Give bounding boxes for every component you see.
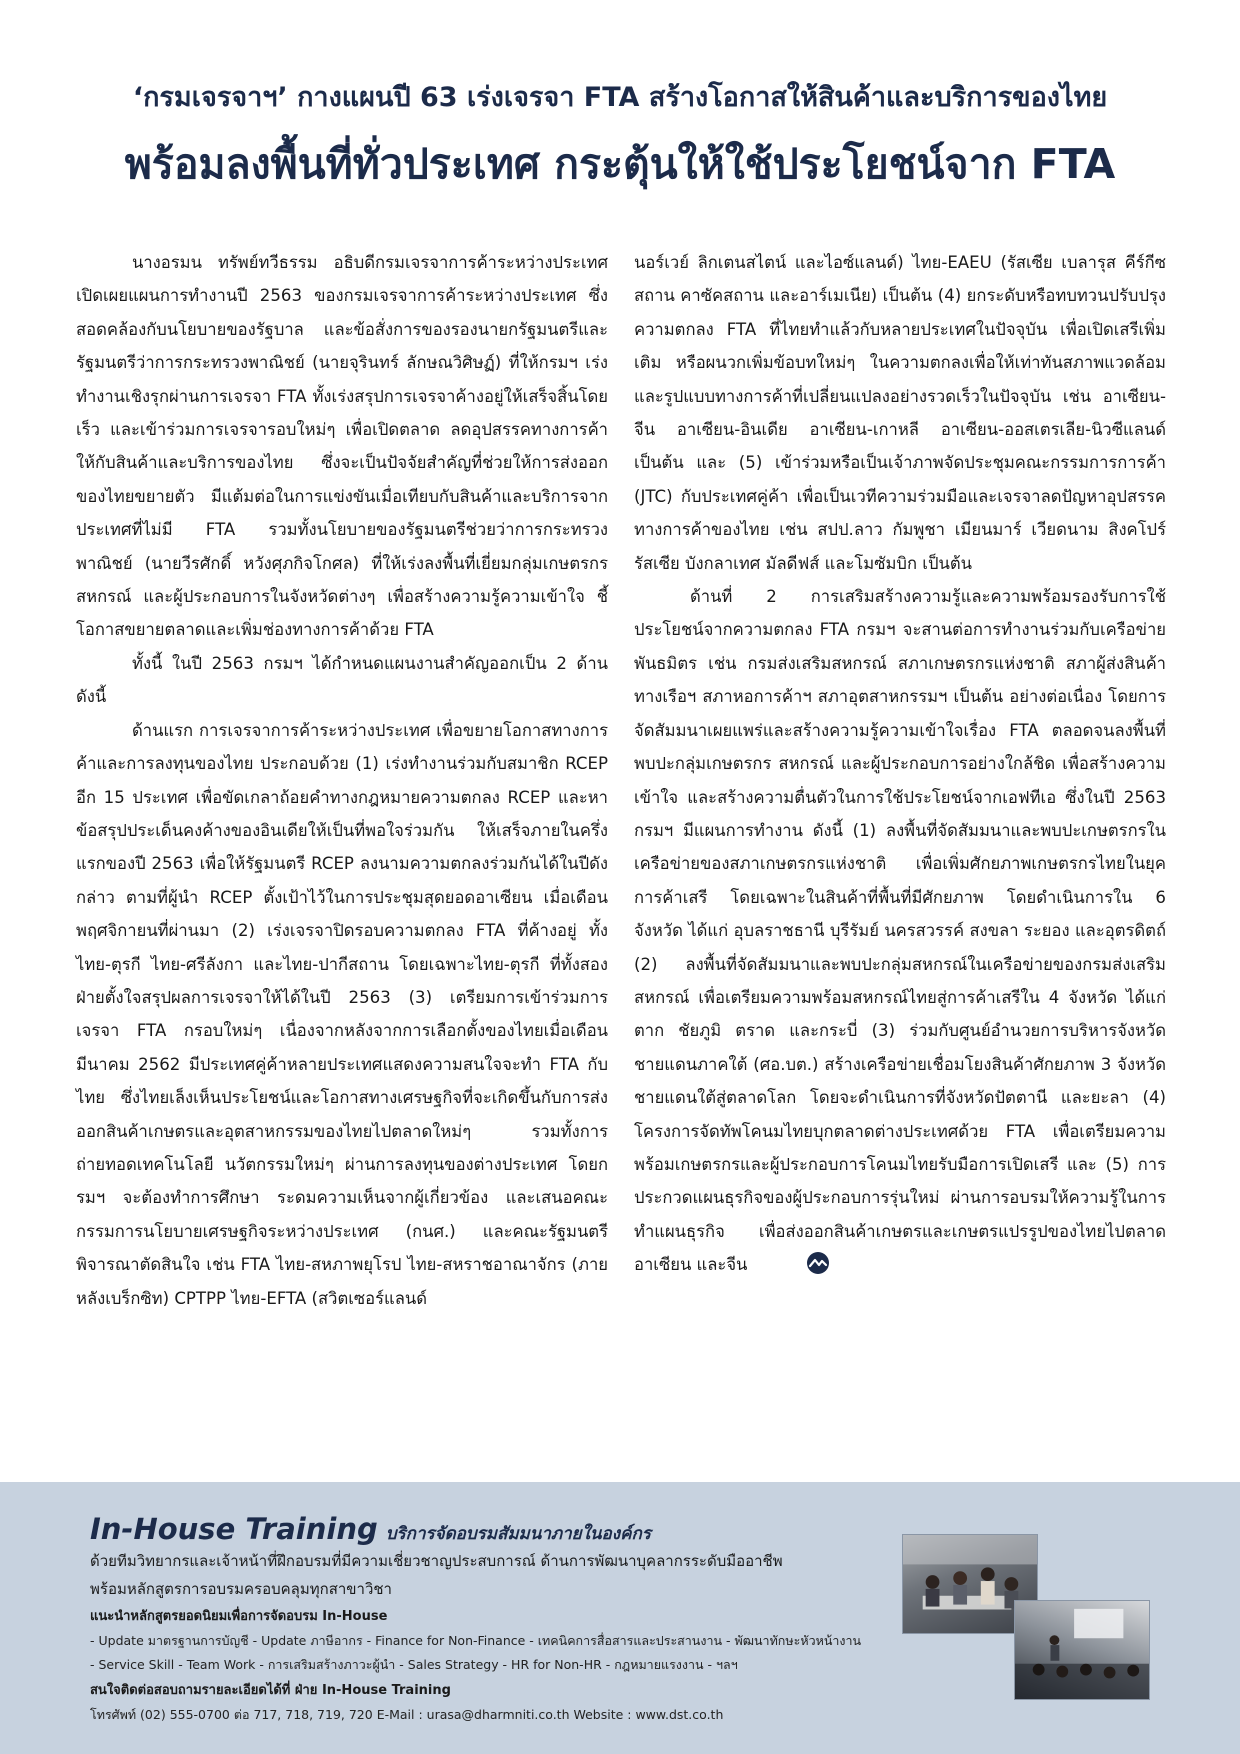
promo-title bbox=[90, 1512, 890, 1547]
courses-list: - Update มาตรฐานการบัญชี - Update ภาษีอากร - Finance for Non-Finance - เทคนิคการสื่อสารและประสานงาน - พัฒนาทักษะหัวหน้างาน bbox=[90, 1633, 862, 1648]
paragraph: ด้านแรก การเจรจาการค้าระหว่างประเทศ เพื่อขยายโอกาสทางการค้าและการลงทุนของไทย ประกอบด้วย (1) เร่งทำงานร่วมกับสมาชิก RCEP อีก 15 ประเทศ เพื่อขัดเกลาถ้อยคำทางกฎหมายความตกลง RCEP และหาข้อสรุปประเด็นคงค้างของอินเดียให้เป็นที่พอใจร่วมกัน ให้เสร็จภายในครึ่งแรกของปี 2563 เพื่อให้รัฐมนตรี RCEP ลงนามความตกลงร่วมกันได้ในปีดังกล่าว ตามที่ผู้นำ RCEP ตั้งเป้าไว้ในการประชุมสุดยอดอาเซียน เมื่อเดือนพฤศจิกายนที่ผ่านมา (2) เร่งเจรจาปิดรอบความตกลง FTA ที่ค้างอยู่ ทั้งไทย-ตุรกี ไทย-ศรีลังกา และไทย-ปากีสถาน โดยเฉพาะไทย-ตุรกี ที่ทั้งสองฝ่ายตั้งใจสรุปผลการเจรจาให้ได้ในปี 2563 (3) เตรียมการเข้าร่วมการเจรจา FTA กรอบใหม่ๆ เนื่องจากหลังจากการเลือกตั้งของไทยเมื่อเดือนมีนาคม 2562 มีประเทศคู่ค้าหลายประเทศแสดงความสนใจจะทำ FTA กับไทย ซึ่งไทยเล็งเห็นประโยชน์และโอกาสทางเศรษฐกิจที่จะเกิดขึ้นกับการส่งออกสินค้าเกษตรและอุตสาหกรรมของไทยไปตลาดใหม่ๆ รวมทั้งการถ่ายทอดเทคโนโลยี นวัตกรรมใหม่ๆ ผ่านการลงทุนของต่างประเทศ โดยกรมฯ จะต้องทำการศึกษา ระดมความเห็นจากผู้เกี่ยวข้อง และเสนอคณะกรรมการนโยบายเศรษฐกิจระหว่างประเทศ (กนศ.) และคณะรัฐมนตรีพิจารณาตัดสินใจ เช่น FTA ไทย-สหภาพยุโรป ไทย-สหราชอาณาจักร (ภายหลังเบร็กซิท) CPTPP ไทย-EFTA (สวิตเซอร์แลนด์ bbox=[76, 720, 608, 1308]
end-of-article-icon bbox=[749, 1251, 775, 1275]
promo-line: ด้วยทีมวิทยากรและเจ้าหน้าที่ฝึกอบรมที่มีความเชี่ยวชาญประสบการณ์ ด้านการพัฒนาบุคลากรระดับมืออาชีพ bbox=[90, 1552, 783, 1570]
paragraph: ทั้งนี้ ในปี 2563 กรมฯ ได้กำหนดแผนงานสำคัญออกเป็น 2 ด้าน ดังนี้ bbox=[76, 653, 608, 707]
promo-brand: In-House Training bbox=[90, 1512, 378, 1546]
promo-line: พร้อมหลักสูตรการอบรมครอบคลุมทุกสาขาวิชา bbox=[90, 1580, 392, 1598]
contact-line: โทรศัพท์ (02) 555-0700 ต่อ 717, 718, 719, 720 E-Mail : urasa@dharmniti.co.th Website : www.dst.co.th bbox=[90, 1707, 724, 1722]
article-kicker: ‘กรมเจรจาฯ’ กางแผนปี 63 เร่งเจรจา FTA สร้างโอกาสให้สินค้าและบริการของไทย bbox=[132, 82, 1108, 113]
courses-list: - Service Skill - Team Work - การเสริมสร้างภาวะผู้นำ - Sales Strategy - HR for Non-HR - กฎหมายแรงงาน - ฯลฯ bbox=[90, 1657, 738, 1672]
promo-text bbox=[90, 1512, 890, 1727]
courses-heading: แนะนำหลักสูตรยอดนิยมเพื่อการจัดอบรม In-House bbox=[90, 1609, 388, 1624]
promo-tagline: บริการจัดอบรมสัมมนาภายในองค์กร bbox=[385, 1524, 651, 1544]
training-photo bbox=[1014, 1600, 1150, 1700]
contact-heading: สนใจติดต่อสอบถามรายละเอียดได้ที่ ฝ่าย In-House Training bbox=[90, 1683, 451, 1698]
right-column bbox=[634, 246, 1166, 1315]
paragraph: นางอรมน ทรัพย์ทวีธรรม อธิบดีกรมเจรจาการค้าระหว่างประเทศ เปิดเผยแผนการทำงานปี 2563 ของกรมเจรจาการค้าระหว่างประเทศ ซึ่งสอดคล้องกับนโยบายของรัฐบาล และข้อสั่งการของรองนายกรัฐมนตรีและรัฐมนตรีว่าการกระทรวงพาณิชย์ (นายจุรินทร์ ลักษณวิศิษฏ์) ที่ให้กรมฯ เร่งทำงานเชิงรุกผ่านการเจรจา FTA ทั้งเร่งสรุปการเจรจาค้างอยู่ให้เสร็จสิ้นโดยเร็ว และเข้าร่วมการเจรจารอบใหม่ๆ เพื่อเปิดตลาด ลดอุปสรรคทางการค้าให้กับสินค้าและบริการของไทย ซึ่งจะเป็นปัจจัยสำคัญที่ช่วยให้การส่งออกของไทยขยายตัว มีแต้มต่อในการแข่งขันเมื่อเทียบกับสินค้าและบริการจากประเทศที่ไม่มี FTA รวมทั้งนโยบายของรัฐมนตรีช่วยว่าการกระทรวงพาณิชย์ (นายวีรศักดิ์ หวังศุภกิจโกศล) ที่ให้เร่งลงพื้นที่เยี่ยมกลุ่มเกษตรกร สหกรณ์ และผู้ประกอบการในจังหวัดต่างๆ เพื่อสร้างความรู้ความเข้าใจ ชี้โอกาสขยายตลาดและเพิ่มช่องทางการค้าด้วย FTA bbox=[76, 253, 608, 640]
paragraph: นอร์เวย์ ลิกเตนสไตน์ และไอซ์แลนด์) ไทย-EAEU (รัสเซีย เบลารุส คีร์กีซสถาน คาซัคสถาน และอาร์เมเนีย) เป็นต้น (4) ยกระดับหรือทบทวนปรับปรุงความตกลง FTA ที่ไทยทำแล้วกับหลายประเทศในปัจจุบัน เพื่อเปิดเสรีเพิ่มเติม หรือผนวกเพิ่มข้อบทใหม่ๆ ในความตกลงเพื่อให้เท่าทันสภาพแวดล้อมและรูปแบบทางการค้าที่เปลี่ยนแปลงอย่างรวดเร็วในปัจจุบัน เช่น อาเซียน-จีน อาเซียน-อินเดีย อาเซียน-เกาหลี อาเซียน-ออสเตรเลีย-นิวซีแลนด์ เป็นต้น และ (5) เข้าร่วมหรือเป็นเจ้าภาพจัดประชุมคณะกรรมการการค้า (JTC) กับประเทศคู่ค้า เพื่อเป็นเวทีความร่วมมือและเจรจาลดปัญหาอุปสรรคทางการค้าของไทย เช่น สปป.ลาว กัมพูชา เมียนมาร์ เวียดนาม สิงคโปร์ รัสเซีย บังกลาเทศ มัลดีฟส์ และโมซัมบิก เป็นต้น bbox=[634, 253, 1166, 573]
paragraph-last bbox=[634, 580, 1166, 1282]
article-headline: พร้อมลงพื้นที่ทั่วประเทศ กระตุ้นให้ใช้ประโยชน์จาก FTA bbox=[124, 140, 1116, 188]
article-header bbox=[0, 78, 1240, 194]
article-body bbox=[76, 246, 1166, 1315]
left-column bbox=[76, 246, 608, 1315]
promo-footer bbox=[0, 1482, 1240, 1754]
paragraph-text: ด้านที่ 2 การเสริมสร้างความรู้และความพร้อมรองรับการใช้ประโยชน์จากความตกลง FTA กรมฯ จะสานต่อการทำงานร่วมกับเครือข่ายพันธมิตร เช่น กรมส่งเสริมสหกรณ์ สภาเกษตรกรแห่งชาติ สภาผู้ส่งสินค้าทางเรือฯ สภาหอการค้าฯ สภาอุตสาหกรรมฯ เป็นต้น อย่างต่อเนื่อง โดยการจัดสัมมนาเผยแพร่และสร้างความรู้ความเข้าใจเรื่อง FTA ตลอดจนลงพื้นที่พบปะกลุ่มเกษตรกร สหกรณ์ และผู้ประกอบการอย่างใกล้ชิด เพื่อสร้างความเข้าใจ และสร้างความตื่นตัวในการใช้ประโยชน์จากเอฟทีเอ ซึ่งในปี 2563 กรมฯ มีแผนการทำงาน ดังนี้ (1) ลงพื้นที่จัดสัมมนาและพบปะเกษตรกรในเครือข่ายของสภาเกษตรกรแห่งชาติ เพื่อเพิ่มศักยภาพเกษตรกรไทยในยุคการค้าเสรี โดยเฉพาะในสินค้าที่พื้นที่มีศักยภาพ โดยดำเนินการใน 6 จังหวัด ได้แก่ อุบลราชธานี บุรีรัมย์ นครสวรรค์ สงขลา ระยอง และอุตรดิตถ์ (2) ลงพื้นที่จัดสัมมนาและพบปะกลุ่มสหกรณ์ในเครือข่ายของกรมส่งเสริมสหกรณ์ เพื่อเตรียมความพร้อมสหกรณ์ไทยสู่การค้าเสรีใน 4 จังหวัด ได้แก่ ตาก ชัยภูมิ ตราด และกระบี่ (3) ร่วมกับศูนย์อำนวยการบริหารจังหวัดชายแดนภาคใต้ (ศอ.บต.) สร้างเครือข่ายเชื่อมโยงสินค้าศักยภาพ 3 จังหวัดชายแดนใต้สู่ตลาดโลก โดยจะดำเนินการที่จังหวัดปัตตานี และยะลา (4) โครงการจัดทัพโคนมไทยบุกตลาดต่างประเทศด้วย FTA เพื่อเตรียมความพร้อมเกษตรกรและผู้ประกอบการโคนมไทยรับมือการเปิดเสรี และ (5) การประกวดแผนธุรกิจของผู้ประกอบการรุ่นใหม่ ผ่านการอบรมให้ความรู้ในการทำแผนธุรกิจ เพื่อส่งออกสินค้าเกษตรและเกษตรแปรรูปของไทยไปตลาดอาเซียน และจีน bbox=[634, 587, 1166, 1275]
